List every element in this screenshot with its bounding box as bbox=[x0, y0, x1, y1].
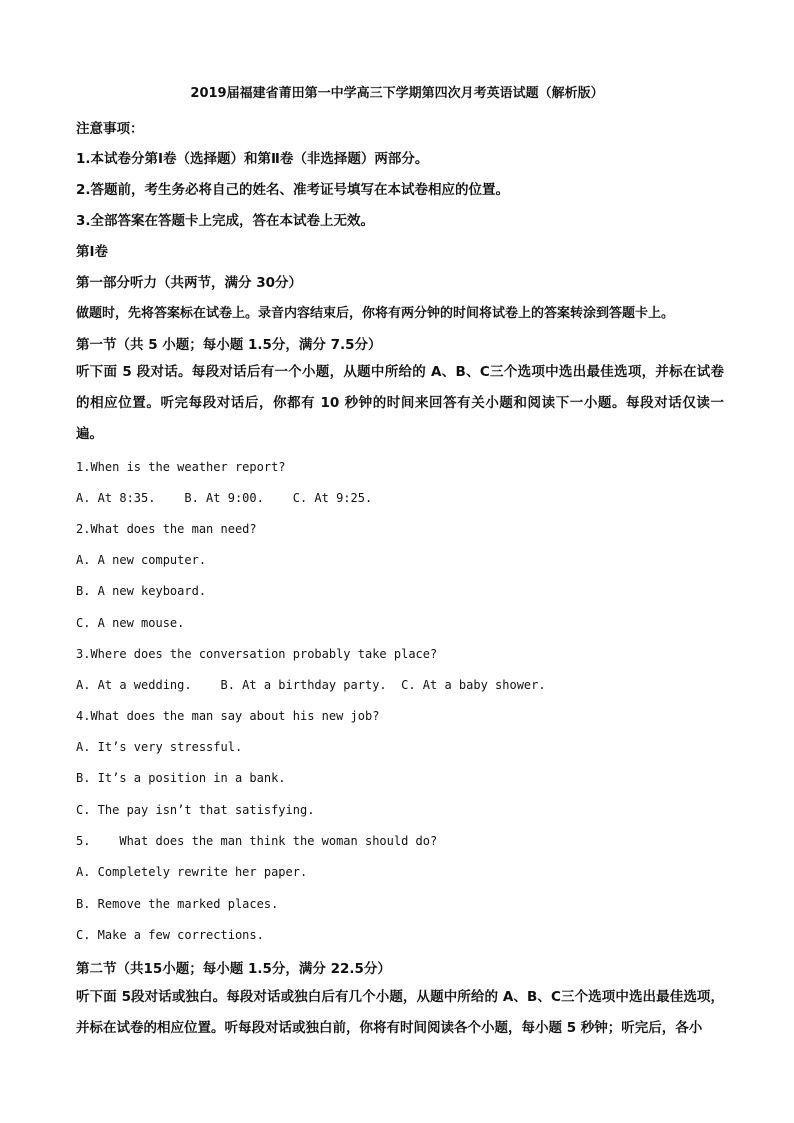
note-item-3: 3.全部答案在答题卡上完成，答在本试卷上无效。 bbox=[76, 213, 375, 229]
notes-heading: 注意事项： bbox=[76, 121, 144, 137]
question-3-options: A. At a wedding. B. At a birthday party. C. At a baby shower. bbox=[76, 678, 546, 692]
part1-instruction: 做题时，先将答案标在试卷上。录音内容结束后，你将有两分钟的时间将试卷上的答案转涂到答题卡上。 bbox=[76, 306, 675, 321]
note-item-1: 1.本试卷分第Ⅰ卷（选择题）和第Ⅱ卷（非选择题）两部分。 bbox=[76, 151, 429, 167]
question-2-option-c: C. A new mouse. bbox=[76, 616, 185, 630]
part1-heading: 第一部分听力（共两节，满分 30分） bbox=[76, 275, 302, 291]
question-2-option-b: B. A new keyboard. bbox=[76, 584, 207, 598]
section2-heading: 第二节（共15小题；每小题 1.5分，满分 22.5分） bbox=[76, 961, 391, 977]
section1-instruction: 听下面 5 段对话。每段对话后有一个小题，从题中所给的 A、B、C三个选项中选出最佳选项，并标在试卷的相应位置。听完每段对话后，你都有 10 秒钟的时间来回答有关小题和阅读下一小题。每段对话仅读一遍。 bbox=[76, 364, 724, 442]
question-4-option-b: B. It’s a position in a bank. bbox=[76, 771, 286, 785]
section1-heading: 第一节（共 5 小题；每小题 1.5分，满分 7.5分） bbox=[76, 337, 382, 353]
section2-instruction: 听下面 5段对话或独白。每段对话或独白后有几个小题，从题中所给的 A、B、C三个选项中选出最佳选项，并标在试卷的相应位置。听每段对话或独白前，你将有时间阅读各个小题，每小题 5 秒钟；听完后，各小 bbox=[76, 989, 724, 1036]
question-3: 3.Where does the conversation probably take place? bbox=[76, 647, 438, 661]
question-1: 1.When is the weather report? bbox=[76, 460, 286, 474]
question-5: 5. What does the man think the woman should do? bbox=[76, 834, 438, 848]
question-4-option-c: C. The pay isn’t that satisfying. bbox=[76, 803, 315, 817]
volume-heading: 第Ⅰ卷 bbox=[76, 244, 109, 260]
question-4-option-a: A. It’s very stressful. bbox=[76, 740, 243, 754]
question-2: 2.What does the man need? bbox=[76, 522, 257, 536]
note-item-2: 2.答题前，考生务必将自己的姓名、准考证号填写在本试卷相应的位置。 bbox=[76, 182, 510, 198]
question-5-option-c: C. Make a few corrections. bbox=[76, 928, 264, 942]
question-5-option-b: B. Remove the marked places. bbox=[76, 897, 279, 911]
question-4: 4.What does the man say about his new job? bbox=[76, 709, 380, 723]
document-title: 2019届福建省莆田第一中学高三下学期第四次月考英语试题（解析版） bbox=[190, 86, 604, 101]
question-5-option-a: A. Completely rewrite her paper. bbox=[76, 865, 308, 879]
question-1-options: A. At 8:35. B. At 9:00. C. At 9:25. bbox=[76, 491, 373, 505]
question-2-option-a: A. A new computer. bbox=[76, 553, 207, 567]
